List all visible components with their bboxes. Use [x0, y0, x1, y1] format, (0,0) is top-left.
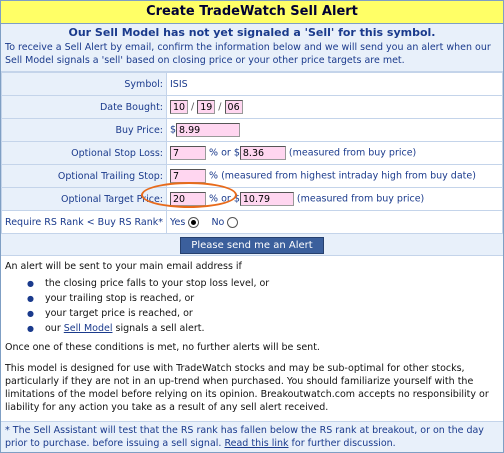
- rs-no-label: No: [211, 216, 225, 228]
- symbol-value: ISIS: [167, 73, 503, 96]
- page-title: Create TradeWatch Sell Alert: [1, 1, 503, 24]
- stop-loss-price-input[interactable]: 8.36: [240, 146, 286, 160]
- date-year-input[interactable]: 06: [225, 100, 243, 114]
- stop-loss-row: [2, 142, 503, 165]
- footnote-text: * The Sell Assistant will test that the RS rank has fallen below the RS rank at breakout, or on the day prior to purchase. before issuing a sell signal.: [5, 425, 484, 449]
- condition-suffix: signals a sell alert.: [115, 323, 205, 334]
- trailing-stop-row: [2, 165, 503, 188]
- info-after: Once one of these conditions is met, no further alerts will be sent.: [5, 342, 320, 353]
- target-pct-input[interactable]: 20: [170, 192, 206, 206]
- rs-yes-label: Yes: [170, 216, 186, 228]
- condition-item: ● your target price is reached, or: [41, 307, 499, 320]
- conditions-list: [41, 277, 499, 335]
- intro-text: To receive a Sell Alert by email, confirm the information below and we will send you an alert when our Sell Model signals a 'sell' based on closing price or your other price targets are met.: [5, 42, 491, 66]
- date-label: Date Bought:: [2, 96, 167, 119]
- target-price-label: Optional Target Price:: [2, 188, 167, 211]
- stop-loss-currency: $: [233, 147, 240, 159]
- intro-heading: Our Sell Model has not yet signaled a 'Sell' for this symbol.: [68, 26, 436, 39]
- target-price-row: [2, 188, 503, 211]
- target-price-note: (measured from buy price): [296, 193, 425, 205]
- footnote: [1, 421, 503, 452]
- stop-loss-or-text: % or: [209, 147, 231, 159]
- trailing-stop-input[interactable]: 7: [170, 169, 206, 183]
- rs-rank-row: [2, 211, 503, 234]
- alert-form: [1, 72, 503, 234]
- target-currency: $: [233, 193, 240, 205]
- submit-row: [1, 234, 503, 256]
- stop-loss-pct-input[interactable]: 7: [170, 146, 206, 160]
- date-row: Date Bought: 10 / 19 / 06: [2, 96, 503, 119]
- stop-loss-label: Optional Stop Loss:: [2, 142, 167, 165]
- trailing-stop-label: Optional Trailing Stop:: [2, 165, 167, 188]
- stop-loss-note: (measured from buy price): [288, 147, 417, 159]
- date-month-input[interactable]: 10: [170, 100, 188, 114]
- currency-symbol: $: [170, 124, 177, 136]
- date-day-input[interactable]: 19: [197, 100, 215, 114]
- condition-item: ● your trailing stop is reached, or: [41, 292, 499, 305]
- rs-yes-radio[interactable]: [188, 217, 199, 228]
- trailing-stop-note: % (measured from highest intraday high from buy date): [209, 170, 476, 182]
- target-price-input[interactable]: 10.79: [240, 192, 294, 206]
- buy-price-input[interactable]: 8.99: [176, 123, 240, 137]
- target-or-text: % or: [209, 193, 231, 205]
- sell-model-link[interactable]: Sell Model: [63, 323, 113, 334]
- send-alert-button[interactable]: Please send me an Alert: [180, 237, 323, 254]
- condition-item: [41, 322, 499, 335]
- symbol-label: Symbol:: [2, 73, 167, 96]
- intro-section: [1, 24, 503, 72]
- info-section: [1, 256, 503, 418]
- footnote-suffix: for further discussion.: [291, 438, 396, 449]
- condition-item: ● the closing price falls to your stop loss level, or: [41, 277, 499, 290]
- condition-prefix: our: [45, 323, 61, 334]
- buy-price-label: Buy Price:: [2, 119, 167, 142]
- read-this-link[interactable]: Read this link: [224, 438, 289, 449]
- buy-price-row: [2, 119, 503, 142]
- rs-rank-label: Require RS Rank < Buy RS Rank*: [2, 211, 167, 234]
- symbol-row: [2, 73, 503, 96]
- rs-no-radio[interactable]: [227, 217, 238, 228]
- disclaimer-text: This model is designed for use with TradeWatch stocks and may be sub-optimal for other stocks, particularly if they are not in an up-trend when purchased. You should familiarize yourself with the limitations of the model before relying on its opinion. Breakoutwatch.com accepts no responsibility or liability for any action you take as a result of any sell alert received.: [5, 363, 489, 413]
- info-lead: An alert will be sent to your main email address if: [5, 261, 242, 272]
